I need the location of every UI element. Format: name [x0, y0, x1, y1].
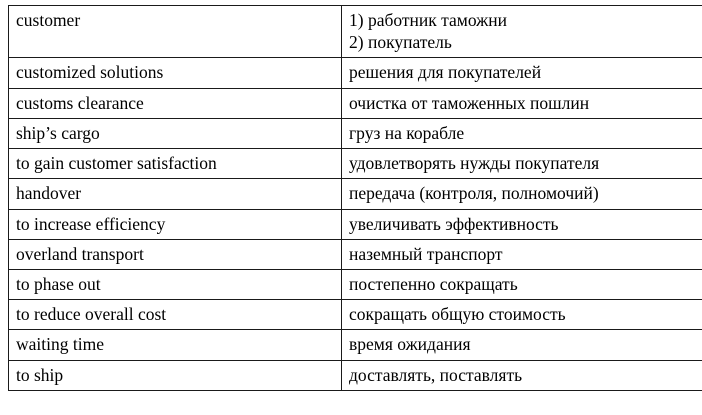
translation-cell	[342, 149, 702, 179]
term-text: to reduce overall cost	[16, 304, 167, 325]
term-cell	[9, 330, 342, 360]
translation-line: 1) работник таможни	[349, 10, 507, 30]
translation-cell	[342, 179, 702, 209]
term-cell	[9, 209, 342, 239]
translation-cell	[342, 209, 702, 239]
glossary-table	[8, 5, 702, 391]
translation-line: постепенно сокращать	[349, 273, 518, 294]
term-text: to gain customer satisfaction	[16, 153, 217, 174]
term-text: customer	[16, 10, 81, 30]
term-text: ship’s cargo	[16, 122, 100, 143]
term-cell	[9, 360, 342, 390]
translation-cell	[342, 118, 702, 148]
translation-line: удовлетворять нужды покупателя	[349, 153, 600, 174]
term-text: handover	[16, 183, 82, 204]
translation-line: доставлять, поставлять	[349, 364, 523, 385]
table-row	[9, 6, 702, 58]
translation-line: передача (контроля, полномочий)	[349, 183, 599, 204]
translation-line: груз на корабле	[349, 122, 465, 143]
table-row	[9, 239, 702, 269]
table-row	[9, 330, 702, 360]
table-row	[9, 118, 702, 148]
translation-cell	[342, 300, 702, 330]
term-text: to increase efficiency	[16, 213, 166, 234]
translation-cell	[342, 58, 702, 88]
term-cell	[9, 58, 342, 88]
table-row	[9, 360, 702, 390]
table-row	[9, 88, 702, 118]
term-cell	[9, 118, 342, 148]
term-cell	[9, 239, 342, 269]
term-text: to ship	[16, 364, 64, 385]
table-row	[9, 149, 702, 179]
glossary-table-body	[9, 6, 702, 391]
table-row	[9, 58, 702, 88]
translation-cell	[342, 360, 702, 390]
term-text: customs clearance	[16, 92, 144, 113]
translation-line: увеличивать эффективность	[349, 213, 559, 234]
term-cell	[9, 300, 342, 330]
translation-line: сокращать общую стоимость	[349, 304, 566, 325]
table-row	[9, 179, 702, 209]
term-cell	[9, 6, 342, 58]
translation-cell	[342, 6, 702, 58]
translation-cell	[342, 269, 702, 299]
translation-line: 2) покупатель	[349, 32, 452, 53]
term-text: overland transport	[16, 243, 144, 264]
translation-line: время ожидания	[349, 334, 471, 355]
table-row	[9, 269, 702, 299]
translation-line: наземный транспорт	[349, 243, 503, 264]
term-cell	[9, 149, 342, 179]
translation-line: очистка от таможенных пошлин	[349, 92, 590, 113]
translation-cell	[342, 88, 702, 118]
term-cell	[9, 179, 342, 209]
translation-cell	[342, 239, 702, 269]
translation-cell	[342, 330, 702, 360]
term-cell	[9, 269, 342, 299]
table-row	[9, 300, 702, 330]
translation-line: решения для покупателей	[349, 62, 542, 83]
term-text: customized solutions	[16, 62, 164, 83]
term-cell	[9, 88, 342, 118]
term-text: to phase out	[16, 273, 101, 294]
term-text: waiting time	[16, 334, 104, 355]
table-row	[9, 209, 702, 239]
